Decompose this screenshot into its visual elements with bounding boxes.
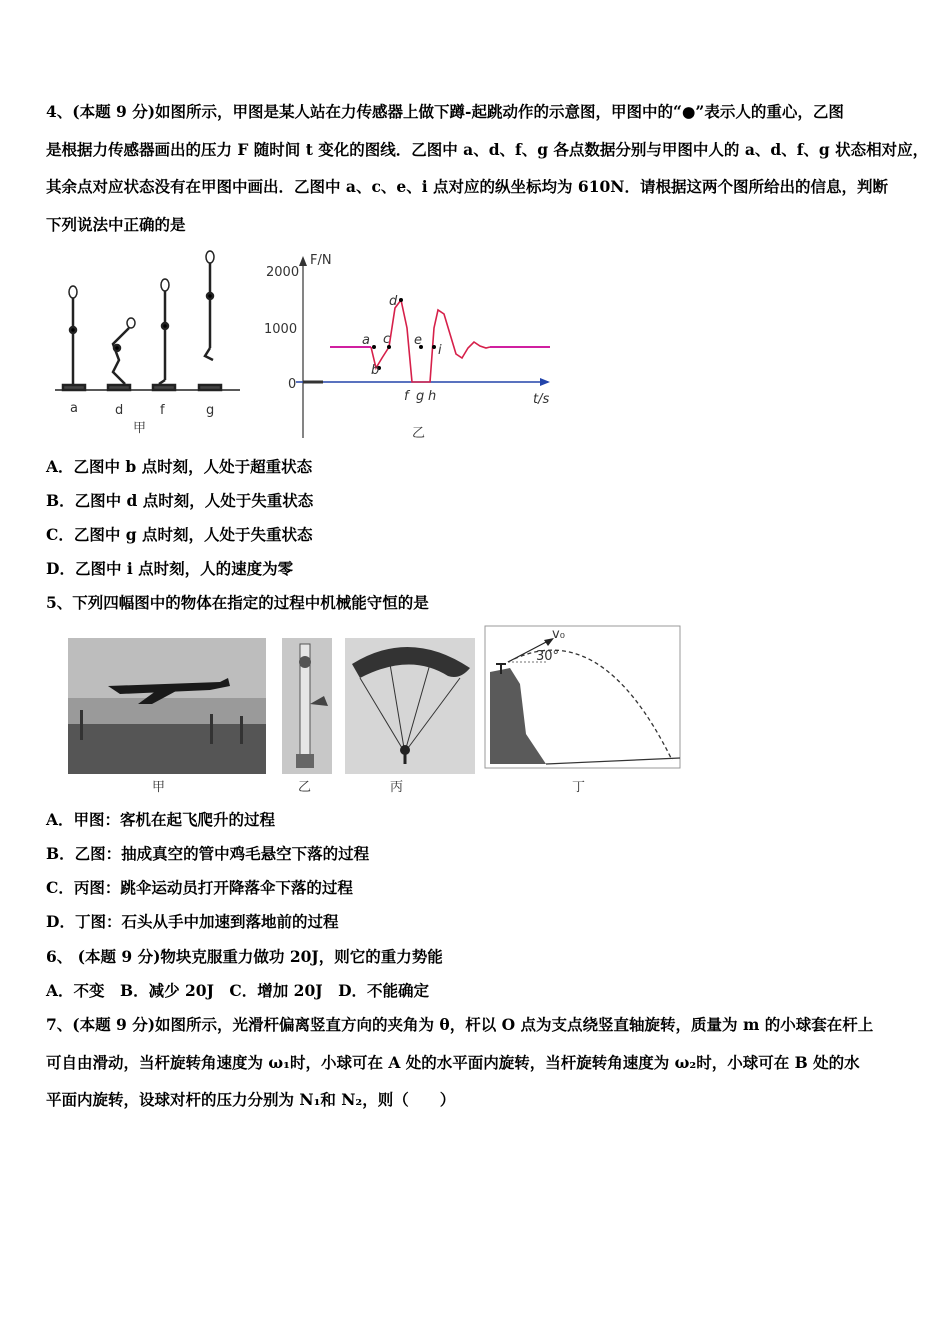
- yi-point-a: a: [362, 333, 370, 348]
- velocity-label: v₀: [552, 627, 565, 642]
- yi-bottom-g: g: [416, 389, 425, 404]
- q5-stem: 5、下列四幅图中的物体在指定的过程中机械能守恒的是: [46, 593, 429, 612]
- photo-airplane: [68, 638, 266, 774]
- yi-x-axis-label: t/s: [533, 392, 550, 407]
- yi-point-e: e: [414, 333, 422, 348]
- yi-tick-1000: 1000: [264, 322, 298, 337]
- jia-label-f: f: [160, 403, 165, 418]
- yi-point-d: d: [389, 294, 398, 309]
- q7-stem-line2: 可自由滑动，当杆旋转角速度为 ω₁时，小球可在 A 处的水平面内旋转，当杆旋转角速度为 ω₂时，小球可在 B 处的水: [46, 1053, 860, 1072]
- yi-point-c: c: [383, 332, 391, 347]
- q4-stem-line4: 下列说法中正确的是: [46, 215, 186, 234]
- yi-point-i: i: [438, 343, 442, 358]
- q4-option-a[interactable]: A．乙图中 b 点时刻，人处于超重状态: [46, 457, 313, 476]
- jia-caption: 甲: [133, 421, 147, 436]
- yi-y-axis-label: F/N: [310, 253, 332, 268]
- jia-label-g: g: [206, 403, 215, 418]
- stick-figure-a: [63, 286, 85, 390]
- q5-caption-jia: 甲: [152, 780, 166, 795]
- q6-stem: 6、 (本题 9 分)物块克服重力做功 20J，则它的重力势能: [46, 947, 443, 966]
- stick-figure-g: [199, 251, 221, 390]
- yi-point-b: b: [371, 363, 380, 378]
- photo-projectile: [485, 626, 680, 768]
- q4-stem-line3: 其余点对应状态没有在甲图中画出．乙图中 a、c、e、i 点对应的纵坐标均为 610N．请根据这两个图所给出的信息，判断: [46, 177, 888, 196]
- photo-parachute: [345, 638, 475, 774]
- q6-options[interactable]: A．不变 B．减少 20J C．增加 20J D．不能确定: [46, 981, 430, 1000]
- q7-stem-line3: 平面内旋转，设球对杆的压力分别为 N₁和 N₂，则（ ）: [46, 1090, 456, 1109]
- q5-option-d[interactable]: D．丁图：石头从手中加速到落地前的过程: [46, 912, 339, 931]
- q4-stem-line2: 是根据力传感器画出的压力 F 随时间 t 变化的图线．乙图中 a、d、f、g 各点数据分别与甲图中人的 a、d、f、g 状态相对应，: [46, 140, 929, 159]
- q4-option-b[interactable]: B．乙图中 d 点时刻，人处于失重状态: [46, 491, 314, 510]
- q5-option-a[interactable]: A．甲图：客机在起飞爬升的过程: [46, 810, 276, 829]
- yi-tick-2000: 2000: [266, 265, 300, 280]
- jia-label-d: d: [115, 403, 124, 418]
- q4-figure-yi: [258, 248, 558, 443]
- jia-label-a: a: [70, 401, 78, 416]
- yi-bottom-h: h: [428, 389, 437, 404]
- q5-caption-bing: 丙: [390, 780, 404, 795]
- q7-stem-line1: 7、(本题 9 分)如图所示，光滑杆偏离竖直方向的夹角为 θ，杆以 O 点为支点绕竖直轴旋转，质量为 m 的小球套在杆上: [46, 1015, 874, 1034]
- yi-bottom-f: f: [404, 389, 409, 404]
- q4-figure-jia: [55, 248, 245, 438]
- q5-photos: [60, 624, 685, 796]
- q5-caption-ding: 丁: [572, 780, 586, 795]
- stick-figure-f: [153, 279, 175, 390]
- q5-option-c[interactable]: C．丙图：跳伞运动员打开降落伞下落的过程: [46, 878, 353, 897]
- q4-stem-line1: 4、(本题 9 分)如图所示，甲图是某人站在力传感器上做下蹲-起跳动作的示意图，甲图中的“●”表示人的重心，乙图: [46, 102, 844, 121]
- q4-option-d[interactable]: D．乙图中 i 点时刻，人的速度为零: [46, 559, 294, 578]
- q4-option-c[interactable]: C．乙图中 g 点时刻，人处于失重状态: [46, 525, 313, 544]
- yi-tick-0: 0: [288, 377, 297, 392]
- stick-figure-d: [108, 318, 135, 390]
- yi-caption: 乙: [412, 426, 426, 441]
- q5-caption-yi: 乙: [298, 780, 312, 795]
- q5-option-b[interactable]: B．乙图：抽成真空的管中鸡毛悬空下落的过程: [46, 844, 370, 863]
- angle-label: 30°: [536, 649, 560, 664]
- photo-vacuum-tube: [282, 638, 332, 774]
